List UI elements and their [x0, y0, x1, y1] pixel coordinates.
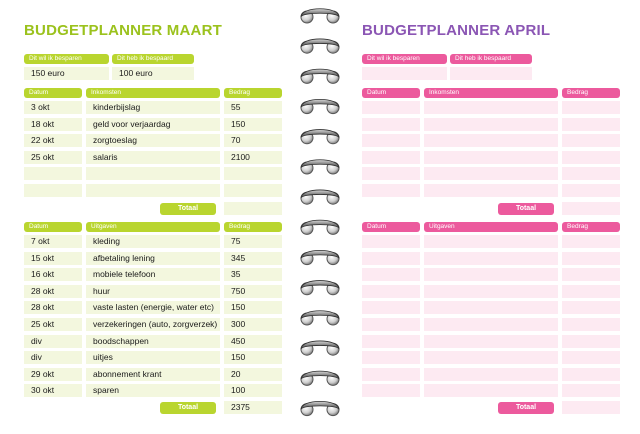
- cell-description[interactable]: [424, 268, 558, 281]
- cell-amount[interactable]: [562, 301, 620, 314]
- cell-description[interactable]: [424, 134, 558, 147]
- cell-description[interactable]: afbetaling lening: [86, 252, 220, 265]
- cell-amount[interactable]: 150: [224, 301, 282, 314]
- cell-amount[interactable]: 20: [224, 368, 282, 381]
- cell-description[interactable]: boodschappen: [86, 335, 220, 348]
- cell-amount[interactable]: 450: [224, 335, 282, 348]
- cell-amount[interactable]: [562, 335, 620, 348]
- cell-date[interactable]: [362, 335, 420, 348]
- cell-description[interactable]: [424, 252, 558, 265]
- binding-ring: [301, 311, 339, 325]
- total-label: Totaal: [160, 402, 216, 414]
- cell-date[interactable]: 22 okt: [24, 134, 82, 147]
- header-description: Uitgaven: [86, 222, 220, 232]
- cell-amount[interactable]: 55: [224, 101, 282, 114]
- cell-date[interactable]: [362, 101, 420, 114]
- cell-date[interactable]: 15 okt: [24, 252, 82, 265]
- cell-description[interactable]: kleding: [86, 235, 220, 248]
- cell-amount[interactable]: [562, 268, 620, 281]
- want-to-save-label: Dit wil ik besparen: [362, 54, 447, 64]
- cell-description[interactable]: [424, 184, 558, 197]
- cell-description[interactable]: zorgtoeslag: [86, 134, 220, 147]
- cell-description[interactable]: huur: [86, 285, 220, 298]
- cell-date[interactable]: [362, 235, 420, 248]
- cell-date[interactable]: 3 okt: [24, 101, 82, 114]
- cell-description[interactable]: kinderbijslag: [86, 101, 220, 114]
- binding-ring: [301, 250, 339, 264]
- cell-date[interactable]: [362, 285, 420, 298]
- cell-description[interactable]: geld voor verjaardag: [86, 118, 220, 131]
- cell-amount[interactable]: [562, 318, 620, 331]
- binding-ring: [301, 9, 339, 23]
- cell-amount[interactable]: [224, 184, 282, 197]
- cell-date[interactable]: [362, 118, 420, 131]
- header-amount: Bedrag: [224, 222, 282, 232]
- cell-date[interactable]: 28 okt: [24, 301, 82, 314]
- cell-description[interactable]: [424, 318, 558, 331]
- cell-date[interactable]: 25 okt: [24, 151, 82, 164]
- cell-description[interactable]: sparen: [86, 384, 220, 397]
- cell-amount[interactable]: [562, 118, 620, 131]
- header-description: Inkomsten: [424, 88, 558, 98]
- cell-date[interactable]: 25 okt: [24, 318, 82, 331]
- header-date: Datum: [362, 88, 420, 98]
- page-title-april: BUDGETPLANNER APRIL: [362, 22, 551, 39]
- cell-amount[interactable]: [562, 101, 620, 114]
- cell-date[interactable]: [362, 318, 420, 331]
- cell-date[interactable]: 29 okt: [24, 368, 82, 381]
- cell-description[interactable]: [424, 285, 558, 298]
- binding-ring: [301, 130, 339, 144]
- cell-amount[interactable]: 750: [224, 285, 282, 298]
- cell-amount[interactable]: [224, 167, 282, 180]
- cell-date[interactable]: [362, 167, 420, 180]
- binding-ring: [301, 69, 339, 83]
- cell-amount[interactable]: 150: [224, 118, 282, 131]
- cell-amount[interactable]: 35: [224, 268, 282, 281]
- cell-amount[interactable]: [562, 151, 620, 164]
- cell-description[interactable]: verzekeringen (auto, zorgverzek): [86, 318, 220, 331]
- cell-description[interactable]: uitjes: [86, 351, 220, 364]
- cell-amount[interactable]: [562, 235, 620, 248]
- saved-label: Dit heb ik bespaard: [450, 54, 532, 64]
- cell-amount[interactable]: 300: [224, 318, 282, 331]
- cell-description[interactable]: vaste lasten (energie, water etc): [86, 301, 220, 314]
- cell-amount[interactable]: 150: [224, 351, 282, 364]
- cell-description[interactable]: [424, 335, 558, 348]
- cell-description[interactable]: [424, 384, 558, 397]
- want-to-save-field[interactable]: [362, 67, 447, 80]
- cell-amount[interactable]: [562, 167, 620, 180]
- cell-amount[interactable]: [562, 384, 620, 397]
- saved-field[interactable]: [450, 67, 532, 80]
- binding-ring: [301, 371, 339, 385]
- cell-amount[interactable]: [562, 368, 620, 381]
- cell-description[interactable]: mobiele telefoon: [86, 268, 220, 281]
- total-label: Totaal: [160, 203, 216, 215]
- cell-date[interactable]: [362, 384, 420, 397]
- cell-amount[interactable]: [562, 351, 620, 364]
- cell-description[interactable]: [424, 167, 558, 180]
- cell-date[interactable]: div: [24, 351, 82, 364]
- cell-description[interactable]: [424, 118, 558, 131]
- cell-description[interactable]: [424, 235, 558, 248]
- cell-description[interactable]: [86, 167, 220, 180]
- spiral-binding: [296, 0, 344, 434]
- total-value[interactable]: [562, 401, 620, 414]
- cell-amount[interactable]: 70: [224, 134, 282, 147]
- binding-ring: [301, 99, 339, 113]
- cell-amount[interactable]: 345: [224, 252, 282, 265]
- cell-amount[interactable]: [562, 134, 620, 147]
- want-to-save-field[interactable]: 150 euro: [24, 67, 109, 80]
- cell-date[interactable]: [362, 301, 420, 314]
- binding-ring: [301, 160, 339, 174]
- cell-date[interactable]: [24, 184, 82, 197]
- cell-date[interactable]: 18 okt: [24, 118, 82, 131]
- cell-amount[interactable]: [562, 285, 620, 298]
- total-label: Totaal: [498, 402, 554, 414]
- binding-ring: [301, 220, 339, 234]
- cell-date[interactable]: [362, 252, 420, 265]
- cell-date[interactable]: 7 okt: [24, 235, 82, 248]
- header-amount: Bedrag: [562, 88, 620, 98]
- cell-date[interactable]: div: [24, 335, 82, 348]
- header-amount: Bedrag: [562, 222, 620, 232]
- want-to-save-label: Dit wil ik besparen: [24, 54, 109, 64]
- saved-label: Dit heb ik bespaard: [112, 54, 194, 64]
- header-amount: Bedrag: [224, 88, 282, 98]
- cell-date[interactable]: 16 okt: [24, 268, 82, 281]
- cell-amount[interactable]: 100: [224, 384, 282, 397]
- cell-description[interactable]: [424, 151, 558, 164]
- header-date: Datum: [362, 222, 420, 232]
- header-description: Inkomsten: [86, 88, 220, 98]
- page-title-maart: BUDGETPLANNER MAART: [24, 22, 222, 39]
- cell-description[interactable]: salaris: [86, 151, 220, 164]
- cell-description[interactable]: abonnement krant: [86, 368, 220, 381]
- cell-amount[interactable]: 2100: [224, 151, 282, 164]
- binding-ring: [301, 39, 339, 53]
- cell-date[interactable]: [362, 184, 420, 197]
- binding-ring: [301, 281, 339, 295]
- cell-description[interactable]: [424, 301, 558, 314]
- cell-date[interactable]: 28 okt: [24, 285, 82, 298]
- cell-description[interactable]: [424, 368, 558, 381]
- cell-date[interactable]: 30 okt: [24, 384, 82, 397]
- header-date: Datum: [24, 222, 82, 232]
- total-value[interactable]: 2375: [224, 401, 282, 414]
- cell-amount[interactable]: [562, 252, 620, 265]
- header-date: Datum: [24, 88, 82, 98]
- cell-amount[interactable]: 75: [224, 235, 282, 248]
- binding-ring: [301, 341, 339, 355]
- binding-ring: [301, 190, 339, 204]
- cell-amount[interactable]: [562, 184, 620, 197]
- header-description: Uitgaven: [424, 222, 558, 232]
- cell-date[interactable]: [362, 134, 420, 147]
- cell-date[interactable]: [362, 368, 420, 381]
- saved-field[interactable]: 100 euro: [112, 67, 194, 80]
- cell-date[interactable]: [362, 351, 420, 364]
- cell-date[interactable]: [24, 167, 82, 180]
- cell-description[interactable]: [424, 101, 558, 114]
- cell-description[interactable]: [86, 184, 220, 197]
- binding-ring: [301, 401, 339, 415]
- total-label: Totaal: [498, 203, 554, 215]
- total-value[interactable]: [562, 202, 620, 215]
- total-value[interactable]: [224, 202, 282, 215]
- cell-description[interactable]: [424, 351, 558, 364]
- cell-date[interactable]: [362, 151, 420, 164]
- cell-date[interactable]: [362, 268, 420, 281]
